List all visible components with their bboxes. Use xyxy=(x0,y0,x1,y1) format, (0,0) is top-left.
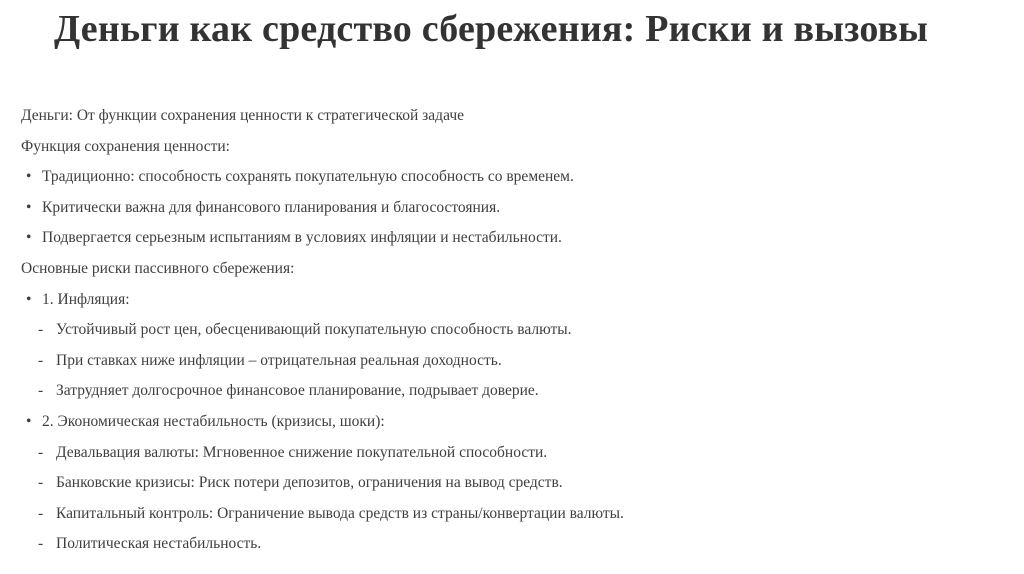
line-text: Политическая нестабильность. xyxy=(56,535,262,553)
bullet-item xyxy=(21,223,1011,254)
body-paragraph xyxy=(21,132,1011,163)
sub-bullet-item xyxy=(21,529,1011,560)
sub-bullet-item xyxy=(21,376,1011,407)
line-text: 1. Инфляция: xyxy=(42,290,130,308)
bullet-marker: • xyxy=(26,412,32,430)
dash-marker: - xyxy=(38,443,44,461)
bullet-item xyxy=(21,193,1011,224)
line-text: Устойчивый рост цен, обесценивающий покупательную способность валюты. xyxy=(56,321,572,339)
sub-bullet-item xyxy=(21,468,1011,499)
bullet-item xyxy=(21,407,1011,438)
dash-marker: - xyxy=(38,382,44,400)
sub-bullet-item xyxy=(21,438,1011,469)
dash-marker: - xyxy=(38,351,44,369)
line-text: Девальвация валюты: Мгновенное снижение покупательной способности. xyxy=(56,443,548,461)
sub-bullet-item xyxy=(21,315,1011,346)
line-text: Традиционно: способность сохранять покупательную способность со временем. xyxy=(42,168,574,186)
sub-bullet-item xyxy=(21,346,1011,377)
bullet-marker: • xyxy=(26,168,32,186)
bullet-item xyxy=(21,162,1011,193)
line-text: Основные риски пассивного сбережения: xyxy=(21,259,295,277)
body-paragraph xyxy=(21,254,1011,285)
slide-body xyxy=(21,101,1011,560)
line-text: Функция сохранения ценности: xyxy=(21,137,230,155)
line-text: Критически важна для финансового планирования и благосостояния. xyxy=(42,198,501,216)
bullet-marker: • xyxy=(26,290,32,308)
dash-marker: - xyxy=(38,474,44,492)
line-text: Затрудняет долгосрочное финансовое планирование, подрывает доверие. xyxy=(56,382,539,400)
line-text: Капитальный контроль: Ограничение вывода средств из страны/конвертации валюты. xyxy=(56,504,624,522)
line-text: Деньги: От функции сохранения ценности к стратегической задаче xyxy=(21,107,464,124)
line-text: 2. Экономическая нестабильность (кризисы, шоки): xyxy=(42,412,385,430)
line-text: Подвергается серьезным испытаниям в условиях инфляции и нестабильности. xyxy=(42,229,562,247)
dash-marker: - xyxy=(38,504,44,522)
dash-marker: - xyxy=(38,535,44,553)
bullet-item xyxy=(21,285,1011,316)
slide-title: Деньги как средство сбережения: Риски и вызовы xyxy=(54,8,929,50)
dash-marker: - xyxy=(38,321,44,339)
bullet-marker: • xyxy=(26,229,32,247)
bullet-marker: • xyxy=(26,198,32,216)
line-text: Банковские кризисы: Риск потери депозитов, ограничения на вывод средств. xyxy=(56,474,563,492)
line-text: При ставках ниже инфляции – отрицательная реальная доходность. xyxy=(56,351,502,369)
body-paragraph xyxy=(21,101,1011,132)
sub-bullet-item xyxy=(21,499,1011,530)
